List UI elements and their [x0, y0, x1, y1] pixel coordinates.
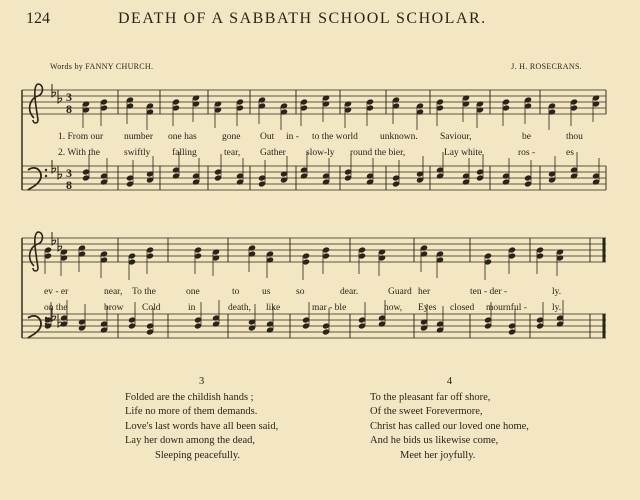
- stanza-line: And he bids us likewise come,: [370, 435, 499, 446]
- flat-icon: [52, 232, 56, 245]
- stanza-line: Meet her joyfully.: [400, 449, 476, 461]
- lyric-syllable: To the: [132, 287, 156, 297]
- staves: [22, 90, 606, 338]
- lyric-syllable: tear,: [224, 148, 241, 158]
- bass-clef-icon: [28, 316, 41, 338]
- time-signature-bottom: 8: [66, 178, 72, 192]
- lyric-syllable: es: [566, 148, 574, 158]
- lyric-syllable: ly.: [552, 303, 562, 313]
- page-number: 124: [26, 10, 50, 27]
- lyric-syllable: Cold: [142, 303, 161, 313]
- lyric-syllable: brow: [104, 303, 124, 313]
- lyric-syllable: to the world: [312, 132, 358, 142]
- lyric-syllable: to: [232, 287, 240, 297]
- lyric-syllable: unknown.: [380, 132, 418, 142]
- flat-icon: [52, 160, 56, 173]
- lyric-syllable: in: [188, 303, 196, 313]
- bass-clef-icon: [28, 168, 41, 190]
- lyric-syllable: 2. With the: [58, 148, 100, 158]
- lyric-syllable: Gather: [260, 148, 286, 158]
- lyric-syllable: now,: [384, 303, 403, 313]
- lyric-syllable: ev - er: [44, 287, 69, 297]
- lyric-syllable: dear.: [340, 287, 359, 297]
- lyric-syllable: swiftly: [124, 148, 151, 158]
- stanza-4: [370, 375, 529, 463]
- flat-icon: [58, 90, 62, 103]
- stanza-line: Life no more of them demands.: [125, 406, 258, 417]
- lyric-syllable: slow-ly: [306, 148, 335, 158]
- lyric-syllable: gone: [222, 132, 241, 142]
- lyric-syllable: ros -: [518, 148, 536, 158]
- lyric-syllable: Lay white: [444, 148, 483, 158]
- bass-clef-dot: [45, 175, 47, 177]
- lyric-syllable: 1. From our: [58, 132, 104, 142]
- lyric-syllable: round the bier,: [350, 148, 406, 158]
- lyric-syllable: mar - ble: [312, 303, 347, 313]
- lyric-syllable: ly.: [552, 287, 562, 297]
- lyric-syllable: ten - der -: [470, 287, 508, 297]
- lyric-syllable: like: [266, 303, 281, 313]
- stanza-line: To the pleasant far off shore,: [370, 391, 491, 403]
- lyric-syllable: on the: [44, 303, 68, 313]
- flat-icon: [52, 84, 56, 97]
- lyricist-credit: Words by FANNY CHURCH.: [50, 62, 154, 71]
- page-title: DEATH OF A SABBATH SCHOOL SCHOLAR.: [118, 10, 487, 27]
- lyric-syllable: in -: [286, 132, 299, 142]
- lyric-syllable: Saviour,: [440, 132, 472, 142]
- bass-clef-dot: [45, 323, 47, 325]
- bass-clef-dot: [45, 169, 47, 171]
- lyric-syllable: so: [296, 287, 305, 297]
- flat-icon: [58, 238, 62, 251]
- stanza-number: 4: [446, 376, 453, 387]
- lyric-syllable: be: [522, 132, 531, 142]
- lyric-syllable: number: [124, 132, 154, 142]
- time-signature-top: 3: [66, 90, 72, 104]
- lyric-syllable: one has: [168, 132, 197, 142]
- lyric-syllable: Guard: [388, 287, 412, 297]
- stanza-line: Of the sweet Forevermore,: [370, 406, 483, 417]
- stanza-number: 3: [198, 376, 205, 387]
- composer-credit: J. H. ROSECRANS.: [511, 62, 582, 71]
- lyric-syllable: near,: [104, 287, 123, 297]
- time-signature-bottom: 8: [66, 102, 72, 116]
- notes: [44, 94, 600, 335]
- lyric-syllable: her: [418, 287, 431, 297]
- stanza-line: Lay her down among the dead,: [125, 435, 256, 446]
- lyric-syllable: us: [262, 287, 271, 297]
- stanza-line: Folded are the childish hands ;: [125, 391, 254, 403]
- stanza-line: Love's last words have all been said,: [125, 420, 279, 432]
- lyric-syllable: falling: [172, 148, 197, 158]
- stanza-line: Christ has called our loved one home,: [370, 420, 529, 432]
- stanza-line: Sleeping peacefully.: [155, 449, 241, 461]
- lyric-syllable: thou: [566, 132, 583, 142]
- flat-icon: [58, 166, 62, 179]
- bass-clef-dot: [45, 317, 47, 319]
- flat-icon: [58, 314, 62, 327]
- lyric-syllable: mournful -: [486, 303, 527, 313]
- lyric-syllable: death,: [228, 303, 251, 313]
- lyric-syllable: closed: [450, 303, 475, 313]
- clefs: [28, 84, 72, 338]
- lyric-syllable: Eyes: [418, 303, 437, 313]
- lyric-syllable: one: [186, 287, 200, 297]
- time-signature-top: 3: [66, 166, 72, 180]
- lyric-syllable: Out: [260, 132, 275, 142]
- stanza-3: [125, 375, 278, 463]
